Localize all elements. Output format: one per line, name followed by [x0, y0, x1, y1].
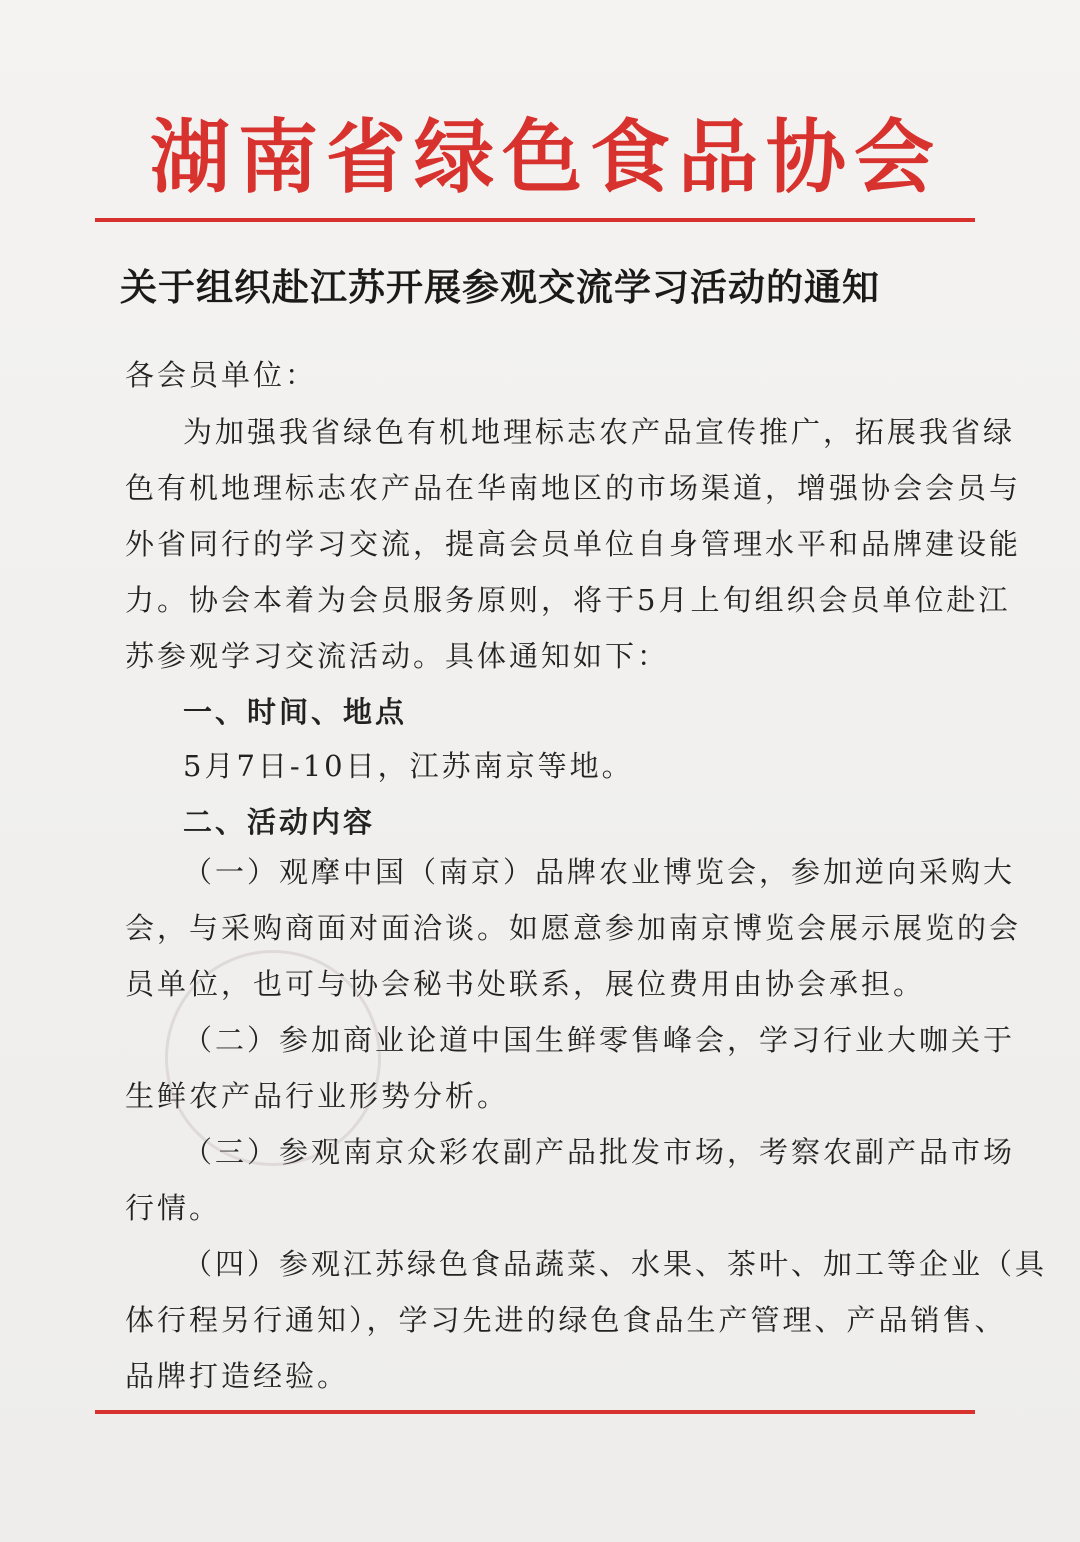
activity-item-1-line: （一）观摩中国（南京）品牌农业博览会，参加逆向采购大 [183, 855, 1016, 889]
letterhead-title: 湖南省绿色食品协会 [150, 111, 942, 204]
paragraph-line: 色有机地理标志农产品在华南地区的市场渠道，增强协会会员与 [125, 471, 1022, 505]
section-heading-time-place: 一、时间、地点 [183, 695, 408, 729]
salutation: 各会员单位： [125, 358, 318, 392]
activity-item-4-line: 品牌打造经验。 [125, 1359, 350, 1393]
notice-title: 关于组织赴江苏开展参观交流学习活动的通知 [120, 265, 880, 309]
section-heading-activities: 二、活动内容 [183, 805, 376, 839]
time-place-text: 5月7日-10日，江苏南京等地。 [183, 749, 634, 783]
activity-item-4-line: 体行程另行通知），学习先进的绿色食品生产管理、产品销售、 [125, 1303, 1007, 1337]
activity-item-1-line: 会，与采购商面对面洽谈。如愿意参加南京博览会展示展览的会 [125, 911, 1022, 945]
activity-item-2-line: （二）参加商业论道中国生鲜零售峰会，学习行业大咖关于 [183, 1023, 1016, 1057]
paragraph-line: 为加强我省绿色有机地理标志农产品宣传推广，拓展我省绿 [183, 415, 1016, 449]
activity-item-3-line: （三）参观南京众彩农副产品批发市场，考察农副产品市场 [183, 1135, 1016, 1169]
activity-item-4-line: （四）参观江苏绿色食品蔬菜、水果、茶叶、加工等企业（具 [183, 1247, 1048, 1281]
paragraph-line: 苏参观学习交流活动。具体通知如下： [125, 639, 670, 673]
activity-item-3-line: 行情。 [125, 1191, 222, 1225]
paragraph-line: 外省同行的学习交流，提高会员单位自身管理水平和品牌建设能 [125, 527, 1022, 561]
top-red-rule [95, 218, 975, 222]
bottom-red-rule [95, 1410, 975, 1414]
activity-item-1-line: 员单位，也可与协会秘书处联系，展位费用由协会承担。 [125, 967, 926, 1001]
activity-item-2-line: 生鲜农产品行业形势分析。 [125, 1079, 510, 1113]
paragraph-line: 力。协会本着为会员服务原则，将于5月上旬组织会员单位赴江 [125, 583, 1011, 617]
